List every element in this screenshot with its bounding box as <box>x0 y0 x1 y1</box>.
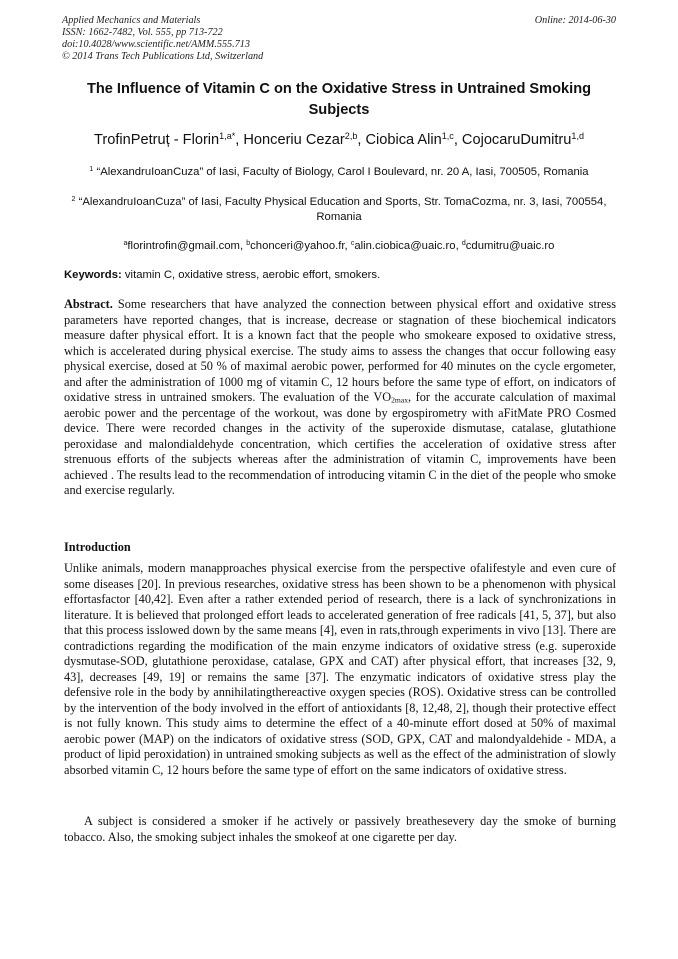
abstract-subscript: 2max <box>391 395 409 405</box>
author <box>243 132 365 148</box>
abstract <box>64 297 616 499</box>
affiliation-number: 1 <box>89 166 94 174</box>
author-name: Honceriu Cezar <box>243 132 345 148</box>
keywords-label: Keywords: <box>64 269 122 281</box>
online-date: Online: 2014-06-30 <box>534 15 616 26</box>
journal-header <box>62 15 616 63</box>
author <box>462 132 584 148</box>
author-affiliation-mark: 1,c <box>441 131 454 142</box>
affiliation-text: “AlexandruIoanCuza” of Iasi, Faculty Physical Education and Sports, Str. TomaCozma, nr. 3, Iasi, 700554, Romania <box>78 196 607 223</box>
email-mark: b <box>246 240 251 248</box>
author-separator: , <box>357 132 366 148</box>
author-affiliation-mark: 2,b <box>344 131 358 142</box>
body-paragraph: Unlike animals, modern manapproaches physical exercise from the perspective ofalifestyle and even cure of some diseases [20]. In previous researches, oxidative stress has been shown to be a phenomenon with physical effortasfactor [40,42]. Even after a rather extended period of research, there is a lack of synchronizations in literature. It is believed that prolonged effort leads to accelerated generation of free radicals [41, 5, 37], but also that this process isslowed down by the same means [4], even in rats,through experiments in vivo [13]. There are contradictions regarding the modification of the main enzyme indicators of oxidative stress (e.g. superoxide dysmutase-SOD, glutathione peroxidase, catalase, GPX and CAT) after physical effort, that increases [32, 9, 43], decreases [49, 19] or remains the same [37]. The enzymatic indicators of oxidative stress play the defensive role in the body by annihilatingthereactive oxygen species (ROS). Oxidative stress can be controlled by the intervention of the body involved in the effort of antioxidants [8, 12,48, 2], though their protective effect is not fully known. This study aims to determine the effect of a 40-minute effort dosed at 50% of maximal aerobic power (MAP) on the indicators of oxidative stress (SOD, GPX, CAT and malondyaldehide - MDA, a product of lipid peroxidation) in untrained smoking subjects as well as the effect of the administration of slowly absorbed vitamin C, 12 hours before the same type of effort on the same indicators of oxidative stress. <box>64 561 616 777</box>
abstract-text-continued: , for the accurate calculation of maximal aerobic power and the percentage of the workout, was done by ergospirometry with aFitMate PRO Cosmed device. There were recorded changes in the activity of the superoxide dismutase, catalase, glutathione peroxidase and malondialdehyde concentration, which certifies the acceleration of oxidative stress after strenuous efforts of the subjects whereas after the administration of vitamin C, improvements have been achieved . The results lead to the recommendation of introducing vitamin C in the diet of the people who smoke and exercise regularly. <box>64 390 617 497</box>
author-list <box>20 130 658 150</box>
email-link[interactable]: chonceri@yahoo.fr, <box>250 240 348 252</box>
keywords <box>64 268 616 283</box>
author-name: Ciobica Alin <box>365 132 442 148</box>
email-list <box>20 239 658 254</box>
keywords-text: vitamin C, oxidative stress, aerobic effort, smokers. <box>121 269 381 281</box>
email-link[interactable]: alin.ciobica@uaic.ro, <box>354 240 459 252</box>
journal-name: Applied Mechanics and Materials <box>62 15 201 26</box>
abstract-text: Some researchers that have analyzed the connection between physical effort and oxidative stress parameters have reported changes, that is increase, decrease or stagnation of these biochemical indicators measure dafter physical effort. It is a known fact that the people who smokeare exposed to oxidative stress, which is accelerated during physical exercise. The study aims to assess the changes that occur following easy physical exercise, dosed at 50 % of maximal aerobic power, performed for 40 minutes on the cycle ergometer, and after the administration of 1000 mg of vitamin C, 12 hours before the same type of effort, on indicators of oxidative stress in untrained smokers. The evaluation of the VO <box>64 297 616 404</box>
email-mark: d <box>461 240 466 248</box>
email-mark: a <box>123 240 128 248</box>
affiliation-number: 2 <box>71 196 76 204</box>
author-separator: , <box>235 132 244 148</box>
author <box>365 132 461 148</box>
author-name: TrofinPetruț - Florin <box>94 132 220 148</box>
journal-issn: ISSN: 1662-7482, Vol. 555, pp 713-722 <box>62 27 223 38</box>
affiliation <box>64 195 614 225</box>
affiliation-text: “AlexandruIoanCuza” of Iasi, Faculty of Biology, Carol I Boulevard, nr. 20 A, Iasi, 700505, Romania <box>96 166 589 178</box>
journal-copyright: © 2014 Trans Tech Publications Ltd, Switzerland <box>62 51 264 62</box>
author <box>94 132 243 148</box>
journal-doi: doi:10.4028/www.scientific.net/AMM.555.713 <box>62 39 250 50</box>
author-name: CojocaruDumitru <box>461 132 572 148</box>
author-affiliation-mark: 1,a* <box>219 131 236 142</box>
author-affiliation-mark: 1,d <box>571 131 584 142</box>
email-mark: c <box>350 240 355 248</box>
author-separator: , <box>453 132 462 148</box>
email-link[interactable]: florintrofin@gmail.com, <box>127 240 244 252</box>
paper-title: The Influence of Vitamin C on the Oxidative Stress in Untrained Smoking Subjects <box>86 81 592 118</box>
email-link[interactable]: cdumitru@uaic.ro <box>465 240 555 252</box>
body-paragraph: A subject is considered a smoker if he actively or passively breathesevery day the smoke of burning tobacco. Also, the smoking subject inhales the smokeof at one cigarette per day. <box>64 814 616 844</box>
section-heading: Introduction <box>64 540 131 554</box>
affiliation <box>64 165 614 180</box>
abstract-label: Abstract. <box>64 297 113 311</box>
